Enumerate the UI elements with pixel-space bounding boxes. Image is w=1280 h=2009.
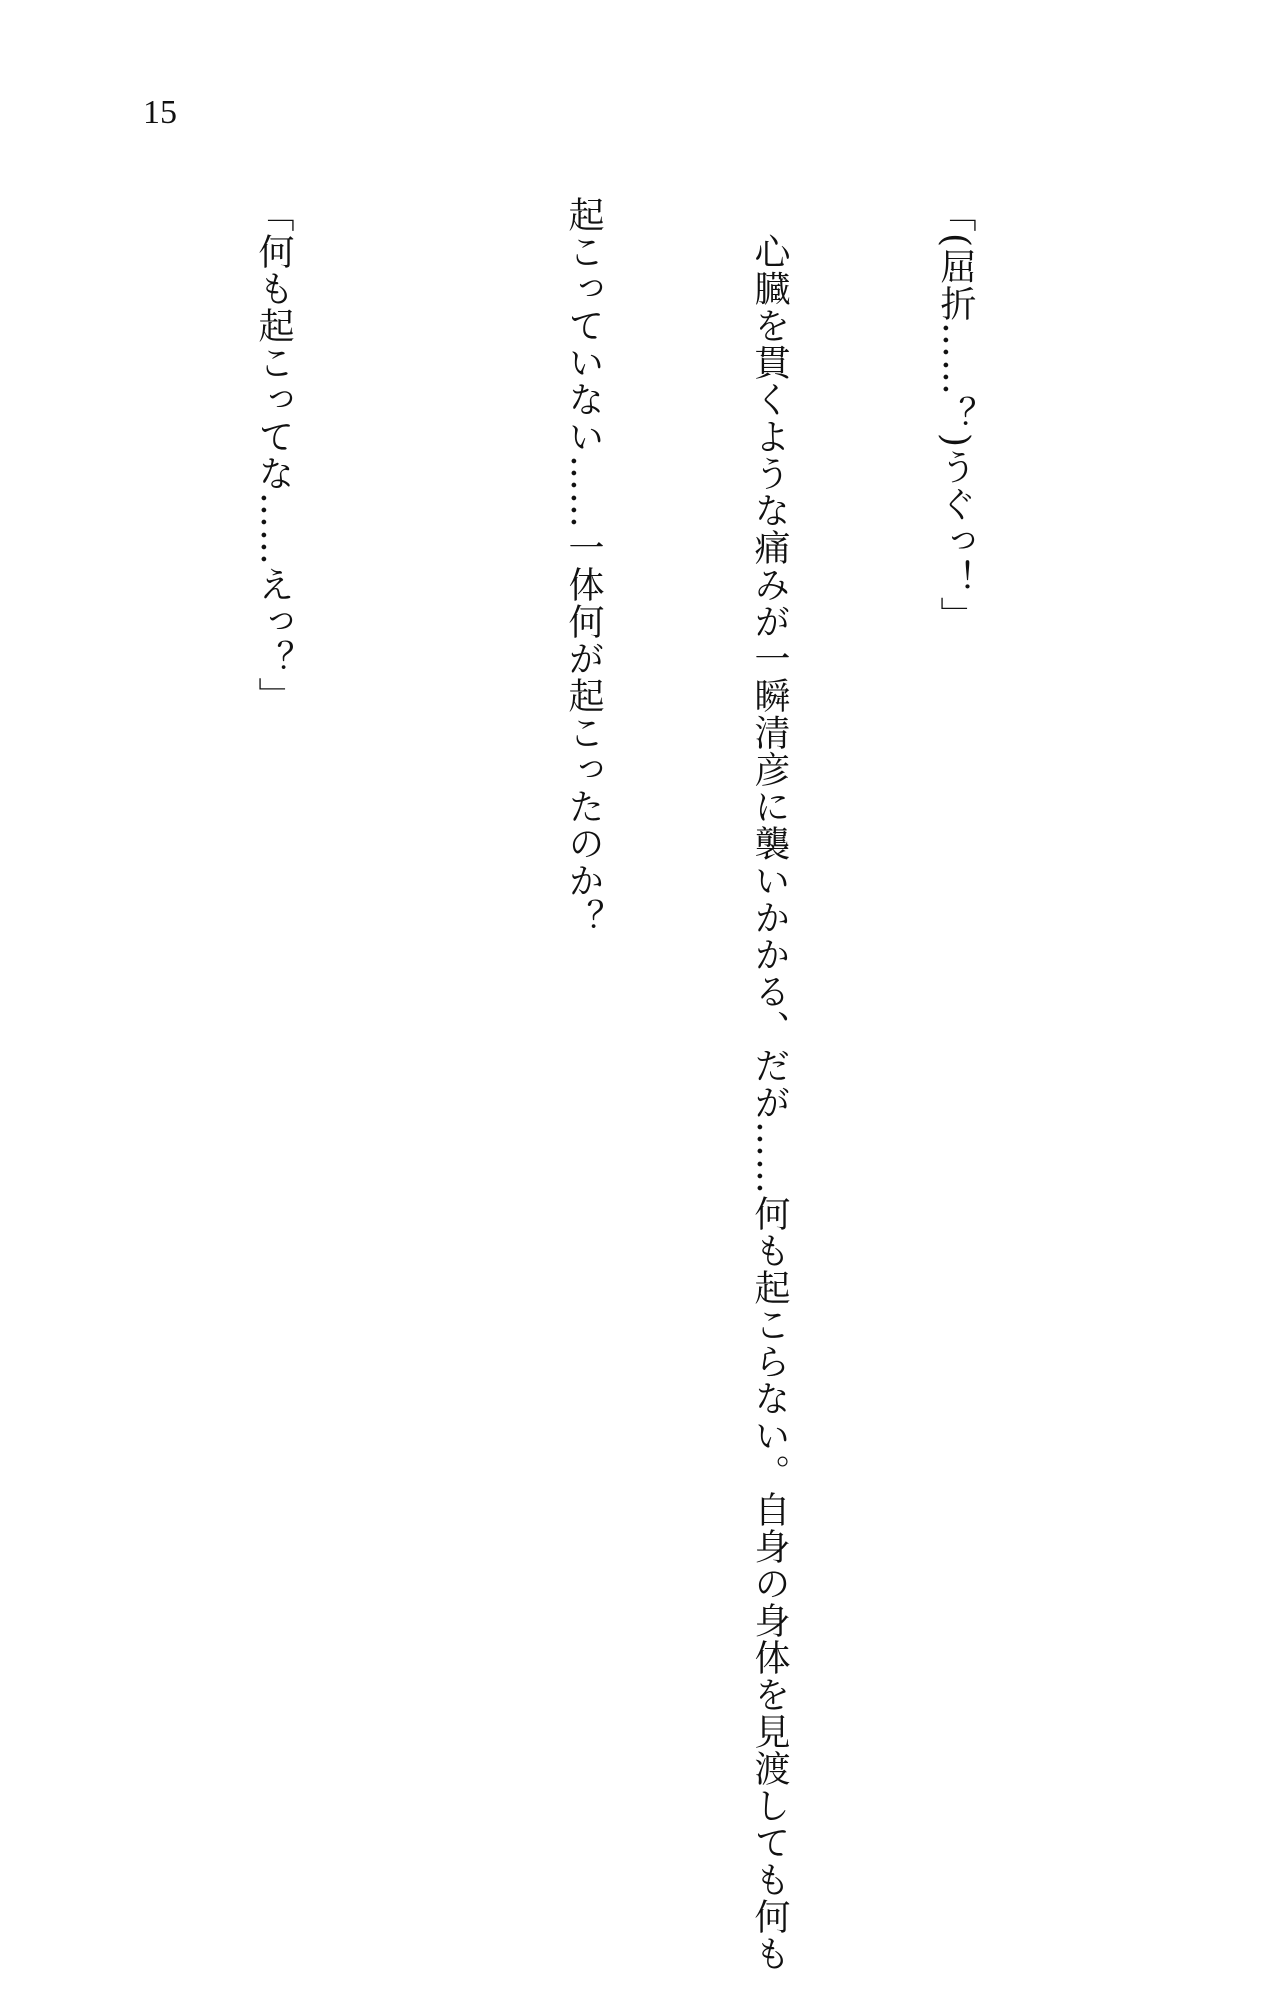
body-text bbox=[0, 196, 1110, 1972]
text-line: 心臓を貫くような痛みが一瞬清彦に襲いかかる、だが……何も起こらない。自身の身体を見渡しても何も bbox=[749, 196, 790, 1972]
page-number: 15 bbox=[143, 94, 177, 131]
text-line: 「(屈折……？)うぐっ！」 bbox=[935, 196, 976, 634]
text-line: 起こっていない……一体何が起こったのか？ bbox=[563, 196, 604, 936]
text-line: 「何も起こってな……えっ？」 bbox=[253, 196, 294, 714]
